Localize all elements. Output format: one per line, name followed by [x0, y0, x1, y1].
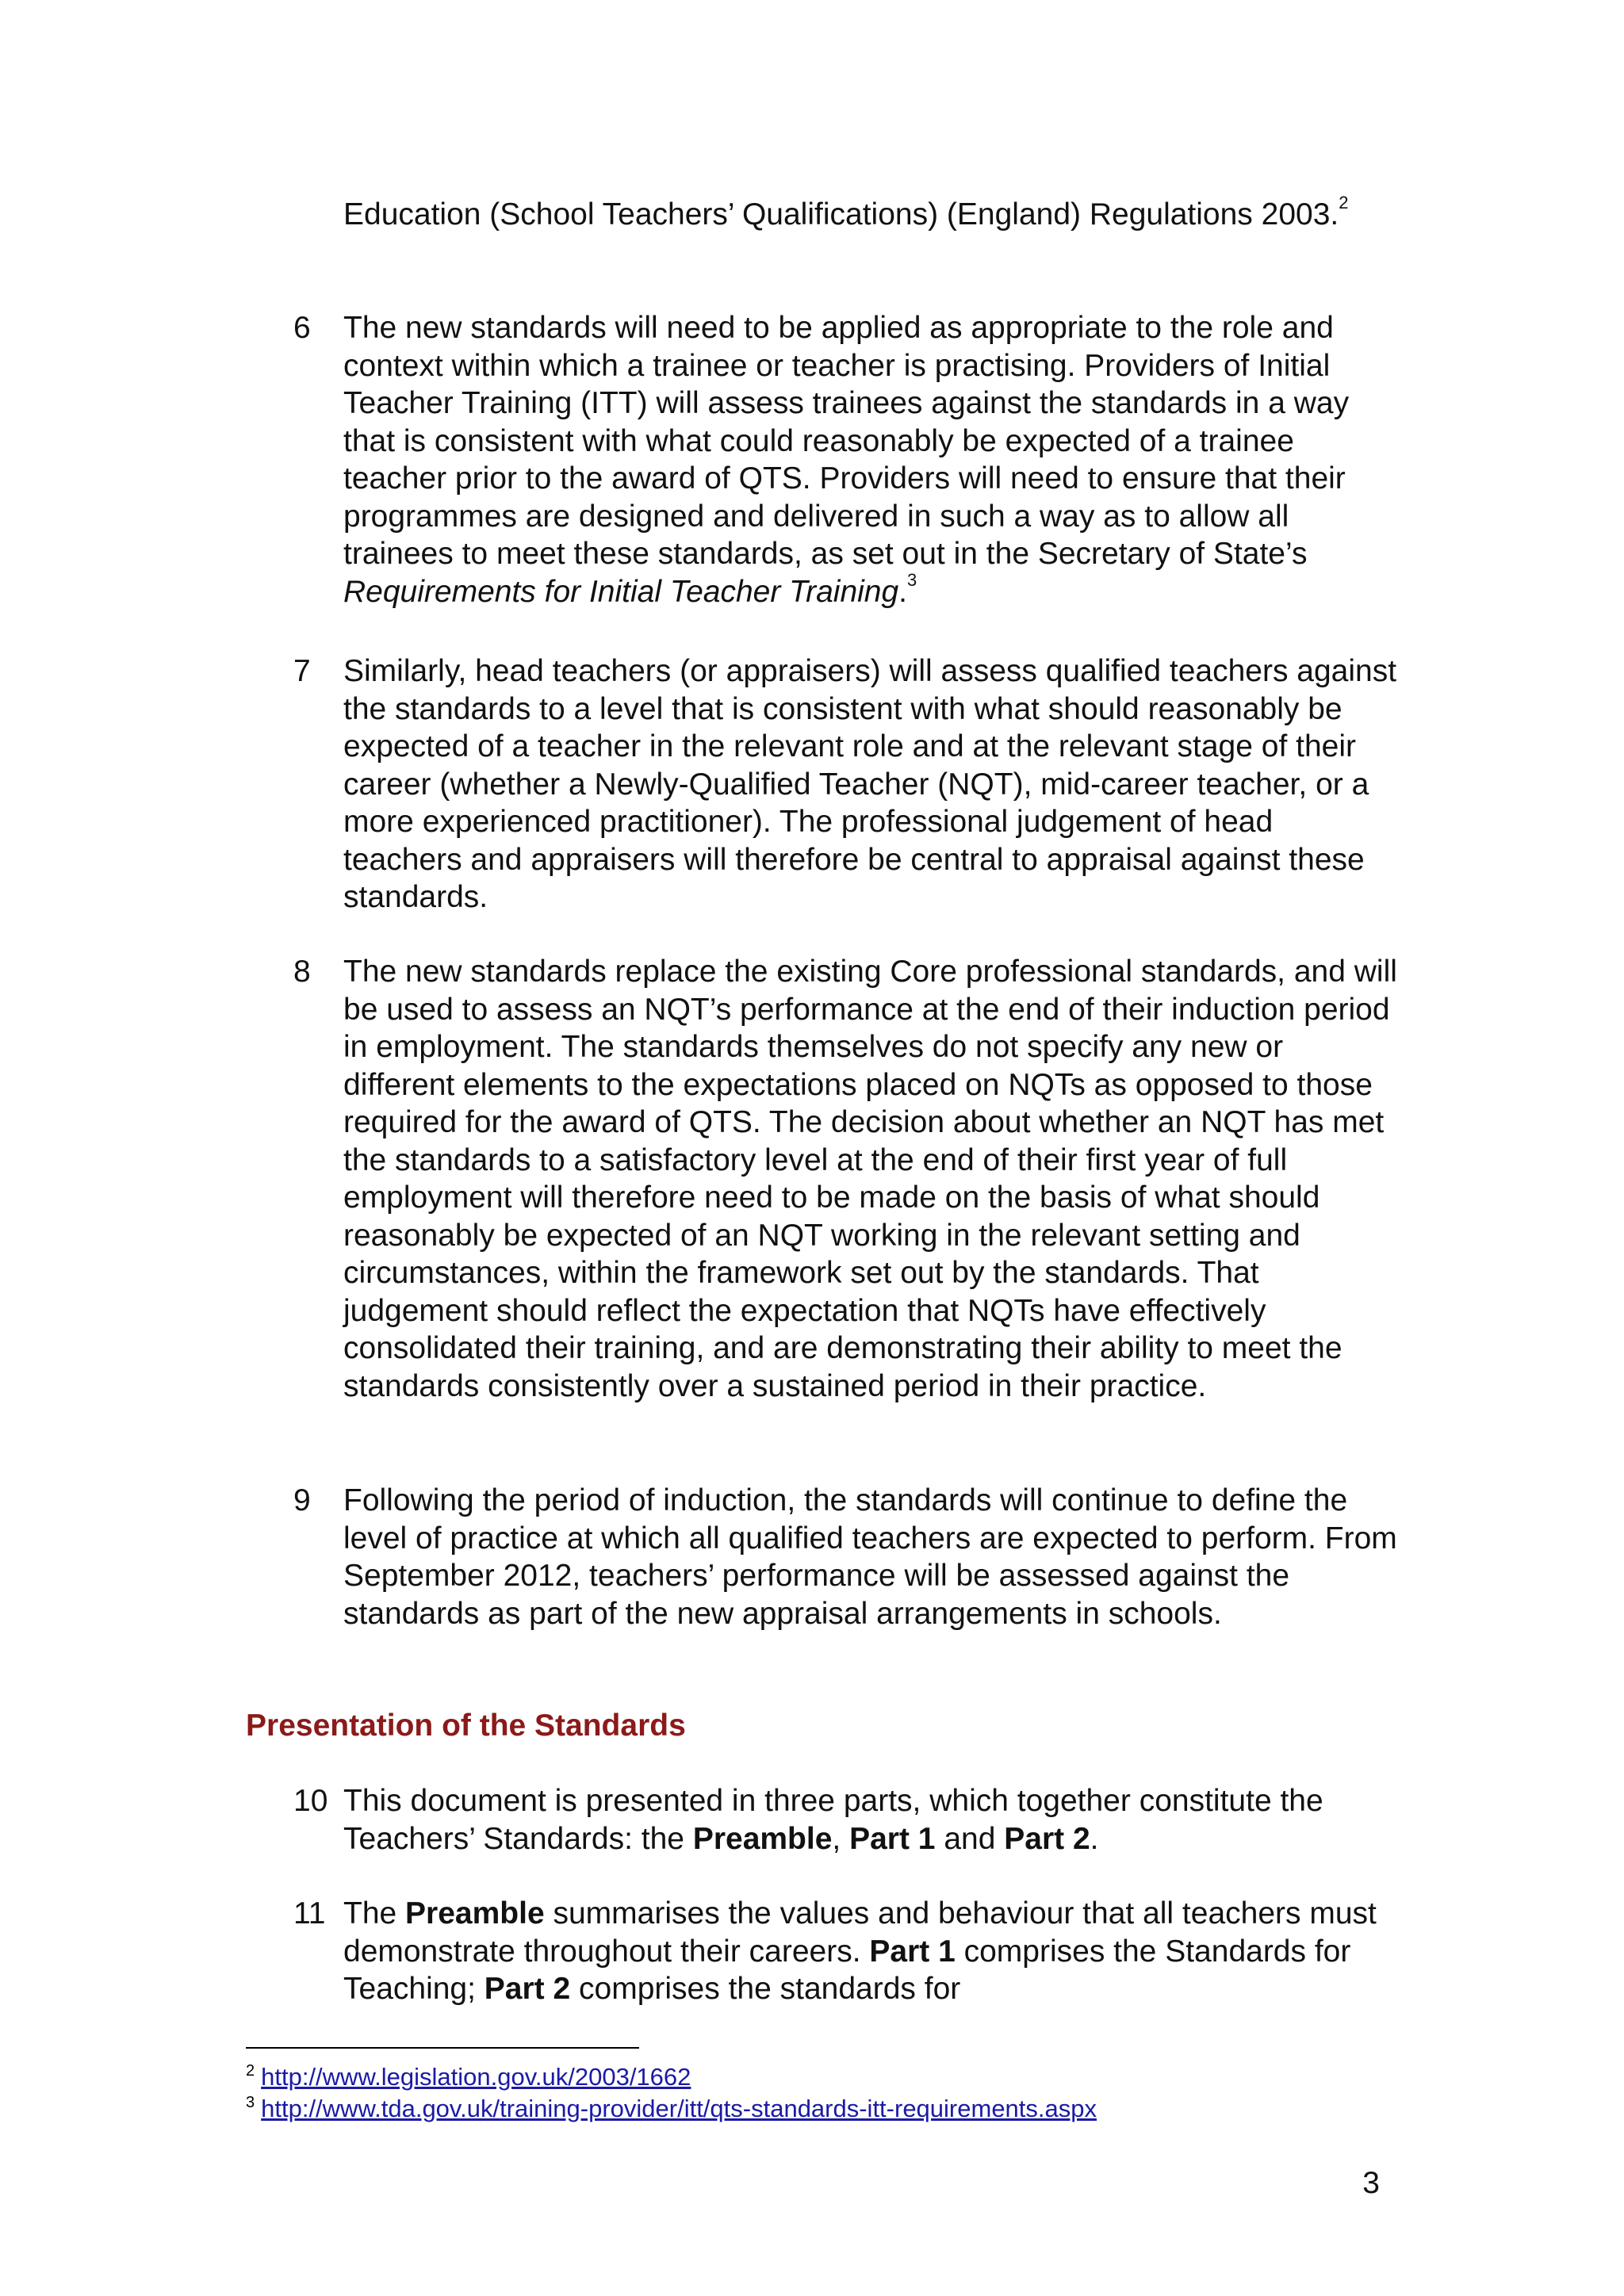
paragraph-10-part2-bold: Part 2	[1004, 1821, 1090, 1856]
paragraph-11-text-2: summarises the values and behaviour that all teachers must demonstrate throughout their careers.	[343, 1896, 1377, 1969]
paragraph-11-part1-bold: Part 1	[869, 1934, 956, 1969]
paragraph-6-text-end: .	[898, 574, 908, 609]
footnote-separator	[246, 2047, 639, 2049]
paragraph-10-part1-bold: Part 1	[849, 1821, 936, 1856]
paragraph-11-text-3: comprises the Standards for Teaching;	[343, 1934, 1351, 2006]
paragraph-11-number: 11	[293, 1896, 326, 1931]
paragraph-10-number: 10	[293, 1784, 328, 1818]
paragraph-10-text-2: ,	[832, 1821, 850, 1856]
footnote-ref-2[interactable]: 2	[1339, 193, 1349, 212]
continuation-paragraph	[343, 193, 1398, 234]
paragraph-7: Similarly, head teachers (or appraisers) will assess qualified teachers against the standards to a level that is consistent with what should reasonably be expected of a teacher in the relevant role and at the relevant stage of their career (whether a Newly-Qualified Teacher (NQT), mid-career teacher, or a more experienced practitioner). The professional judgement of head teachers and appraisers will therefore be central to appraisal against these standards.	[343, 654, 1397, 914]
footnote-3	[246, 2094, 1097, 2127]
paragraph-6	[343, 309, 1398, 610]
paragraph-10-text-1: This document is presented in three parts, which together constitute the Teachers’ Standards: the	[343, 1784, 1323, 1856]
paragraph-8: The new standards replace the existing Core professional standards, and will be used to assess an NQT’s performance at the end of their induction period in employment. The standards themselves do not specify any new or different elements to the expectations placed on NQTs as opposed to those required for the award of QTS. The decision about whether an NQT has met the standards to a satisfactory level at the end of their first year of full employment will therefore need to be made on the basis of what should reasonably be expected of an NQT working in the relevant setting and circumstances, within the framework set out by the standards. That judgement should reflect the expectation that NQTs have effectively consolidated their training, and are demonstrating their ability to meet the standards consistently over a sustained period in their practice.	[343, 955, 1397, 1403]
paragraph-11-part2-bold: Part 2	[484, 1972, 571, 2006]
paragraph-11	[343, 1895, 1398, 2008]
footnote-3-link[interactable]: http://www.tda.gov.uk/training-provider/itt/qts-standards-itt-requirements.aspx	[261, 2095, 1097, 2122]
section-heading: Presentation of the Standards	[246, 1709, 686, 1743]
footnote-3-mark: 3	[246, 2094, 255, 2111]
continuation-text: Education (School Teachers’ Qualifications) (England) Regulations 2003.	[343, 197, 1339, 232]
page-number: 3	[1362, 2166, 1380, 2200]
footnote-2	[246, 2062, 691, 2095]
paragraph-6-italic-title: Requirements for Initial Teacher Training	[343, 574, 899, 609]
paragraph-6-text: The new standards will need to be applied as appropriate to the role and context within which a trainee or teacher is practising. Providers of Initial Teacher Training (ITT) will assess trainees against the standards in a way that is consistent with what could reasonably be expected of a trainee teacher prior to the award of QTS. Providers will need to ensure that their programmes are designed and delivered in such a way as to allow all trainees to meet these standards, as set out in the Secretary of State’s	[343, 311, 1350, 571]
paragraph-9: Following the period of induction, the standards will continue to define the level of practice at which all qualified teachers are expected to perform. From September 2012, teachers’ performance will be assessed against the standards as part of the new appraisal arrangements in schools.	[343, 1483, 1397, 1631]
footnote-2-link[interactable]: http://www.legislation.gov.uk/2003/1662	[261, 2063, 691, 2091]
paragraph-10-text-4: .	[1090, 1821, 1099, 1856]
paragraph-6-number: 6	[293, 311, 311, 345]
footnote-2-mark: 2	[246, 2062, 255, 2080]
paragraph-10	[343, 1782, 1398, 1858]
paragraph-10-preamble-bold: Preamble	[692, 1821, 833, 1856]
paragraph-7-number: 7	[293, 654, 311, 688]
paragraph-10-text-3: and	[935, 1821, 1005, 1856]
paragraph-11-text-1: The	[343, 1896, 406, 1931]
footnote-ref-3[interactable]: 3	[907, 569, 917, 590]
paragraph-9-number: 9	[293, 1483, 311, 1517]
paragraph-11-text-4: comprises the standards for	[570, 1972, 961, 2006]
paragraph-8-number: 8	[293, 955, 311, 989]
paragraph-11-preamble-bold: Preamble	[405, 1896, 545, 1931]
